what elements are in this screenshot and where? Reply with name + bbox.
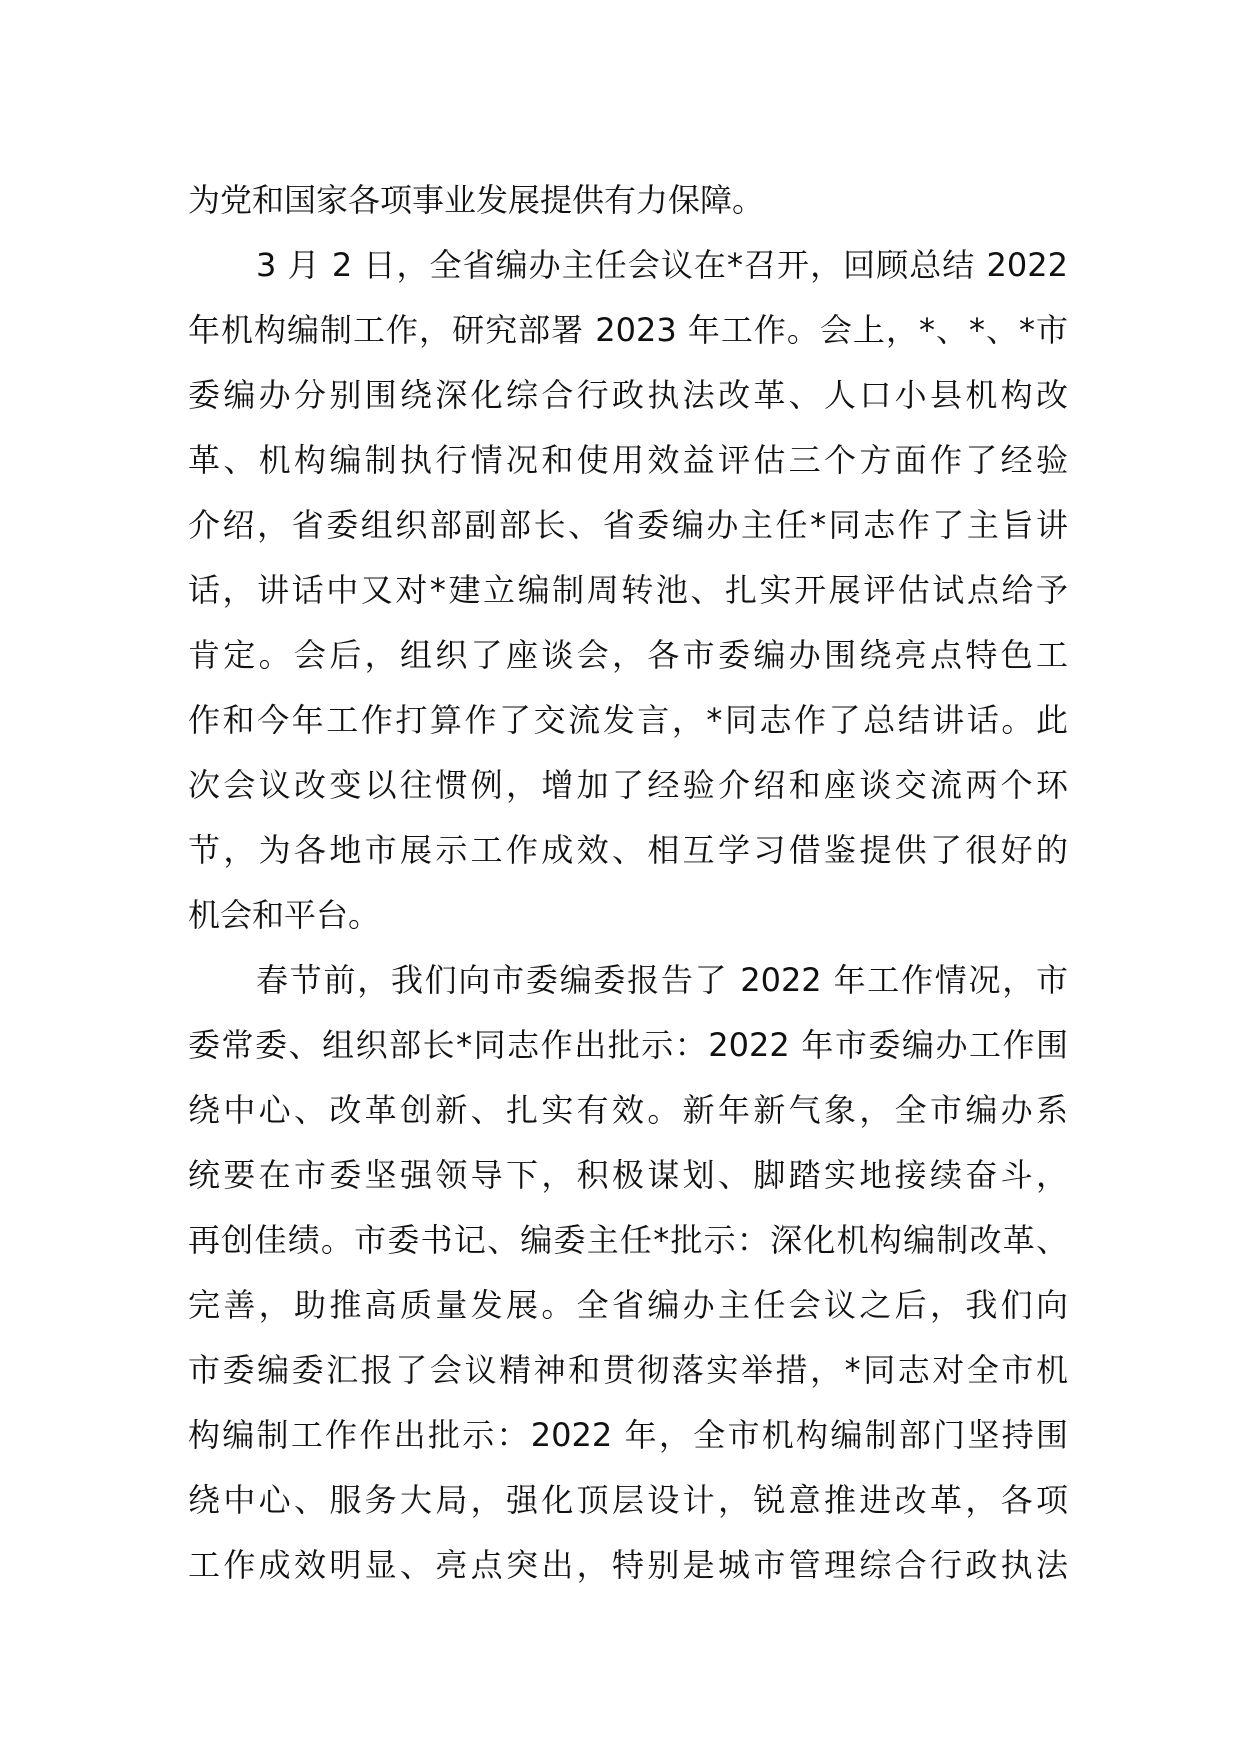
- paragraph-first-line: 春节前，我们向市委编委报告了 2022 年工作情况，市: [256, 961, 1068, 999]
- text-line: 肯定。会后，组织了座谈会，各市委编办围绕亮点特色工: [188, 636, 1068, 674]
- text-line: 次会议改变以往惯例，增加了经验介绍和座谈交流两个环: [188, 766, 1068, 804]
- text-line: 作和今年工作打算作了交流发言，*同志作了总结讲话。此: [188, 701, 1068, 739]
- text-line: 完善，助推高质量发展。全省编办主任会议之后，我们向: [188, 1286, 1068, 1324]
- text-line: 介绍，省委组织部副部长、省委编办主任*同志作了主旨讲: [188, 506, 1068, 544]
- text-line: 工作成效明显、亮点突出，特别是城市管理综合行政执法: [188, 1546, 1068, 1584]
- text-line: 年机构编制工作，研究部署 2023 年工作。会上，*、*、*市: [188, 311, 1068, 349]
- text-line: 机会和平台。: [188, 896, 381, 934]
- text-line: 革、机构编制执行情况和使用效益评估三个方面作了经验: [188, 441, 1068, 479]
- text-line: 再创佳绩。市委书记、编委主任*批示：深化机构编制改革、: [188, 1221, 1068, 1259]
- text-line: 节，为各地市展示工作成效、相互学习借鉴提供了很好的: [188, 831, 1068, 869]
- text-line: 构编制工作作出批示：2022 年，全市机构编制部门坚持围: [188, 1416, 1068, 1454]
- text-line: 委编办分别围绕深化综合行政执法改革、人口小县机构改: [188, 376, 1068, 414]
- text-line: 委常委、组织部长*同志作出批示：2022 年市委编办工作围: [188, 1026, 1068, 1064]
- text-line: 为党和国家各项事业发展提供有力保障。: [188, 181, 765, 219]
- text-line: 话，讲话中又对*建立编制周转池、扎实开展评估试点给予: [188, 571, 1068, 609]
- text-line: 统要在市委坚强领导下，积极谋划、脚踏实地接续奋斗，: [188, 1156, 1068, 1194]
- text-line: 绕中心、改革创新、扎实有效。新年新气象，全市编办系: [188, 1091, 1068, 1129]
- text-line: 绕中心、服务大局，强化顶层设计，锐意推进改革，各项: [188, 1481, 1068, 1519]
- document-body: [188, 168, 1068, 1598]
- paragraph-first-line: 3 月 2 日，全省编办主任会议在*召开，回顾总结 2022: [256, 246, 1068, 284]
- text-line: 市委编委汇报了会议精神和贯彻落实举措，*同志对全市机: [188, 1351, 1068, 1389]
